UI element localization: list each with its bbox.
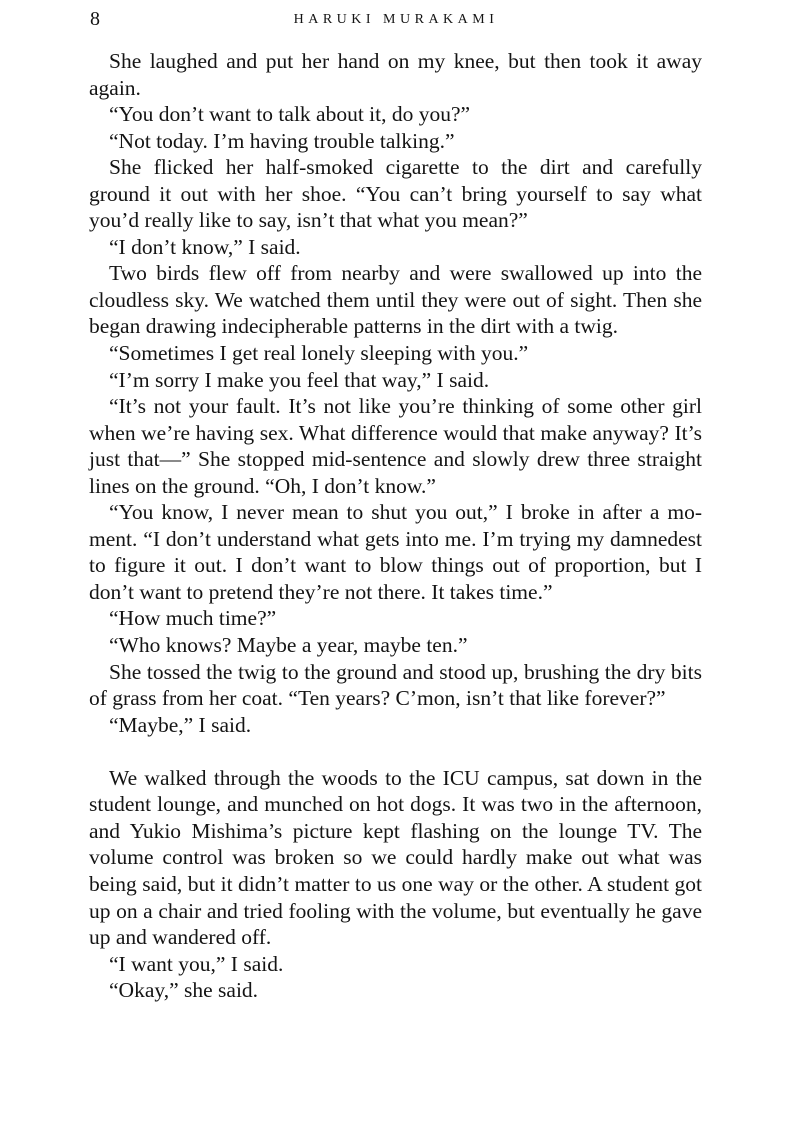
- body-text: [89, 48, 702, 1004]
- paragraph: We walked through the woods to the ICU campus, sat down in the student lounge, and munched on hot dogs. It was two in the afternoon, and Yukio Mishima’s picture kept flashing on the lounge TV. The volume control was broken so we could hardly make out what was being said, but it didn’t matter to us one way or the other. A student got up on a chair and tried fooling with the volume, but eventually he gave up and wandered off.: [89, 765, 702, 950]
- running-title: HARUKI MURAKAMI: [293, 12, 499, 27]
- paragraph: “You don’t want to talk about it, do you?”: [109, 102, 471, 127]
- paragraph: “I don’t know,” I said.: [109, 234, 301, 259]
- paragraph: “I want you,” I said.: [109, 951, 284, 976]
- paragraph: “I’m sorry I make you feel that way,” I said.: [109, 367, 490, 392]
- paragraph: “Maybe,” I said.: [109, 712, 252, 737]
- running-head: [90, 6, 702, 32]
- paragraph: She tossed the twig to the ground and stood up, brushing the dry bits of grass from her coat. “Ten years? C’mon, isn’t that like forever?”: [89, 659, 702, 711]
- paragraph: “It’s not your fault. It’s not like you’re thinking of some other girl when we’re having sex. What difference would that make anyway? It’s just that—” She stopped mid-sentence and slowly drew three straight lines on the ground. “Oh, I don’t know.”: [89, 394, 702, 498]
- paragraph: “Who knows? Maybe a year, maybe ten.”: [109, 633, 468, 658]
- paragraph: “How much time?”: [109, 606, 277, 631]
- paragraph: Two birds flew off from nearby and were swallowed up into the cloudless sky. We watched them until they were out of sight. Then she began drawing indecipherable patterns in the dirt with a twig.: [89, 261, 702, 339]
- section-break: [89, 738, 702, 765]
- paragraph: She laughed and put her hand on my knee, but then took it away again.: [89, 49, 702, 100]
- paragraph: “Sometimes I get real lonely sleeping with you.”: [109, 341, 529, 366]
- paragraph: “Not today. I’m having trouble talking.”: [109, 128, 455, 153]
- paragraph: She flicked her half-smoked cigarette to the dirt and carefully ground it out with her shoe. “You can’t bring yourself to say what you’d really like to say, isn’t that what you mean?”: [89, 155, 702, 233]
- paragraph: “You know, I never mean to shut you out,” I broke in after a moment. “I don’t understand what gets into me. I’m trying my damnedest to figure it out. I don’t want to blow things out of proportion, but I don’t want to pretend they’re not there. It takes time.”: [89, 500, 702, 604]
- page-number: 8: [90, 8, 100, 30]
- paragraph: “Okay,” she said.: [109, 978, 259, 1003]
